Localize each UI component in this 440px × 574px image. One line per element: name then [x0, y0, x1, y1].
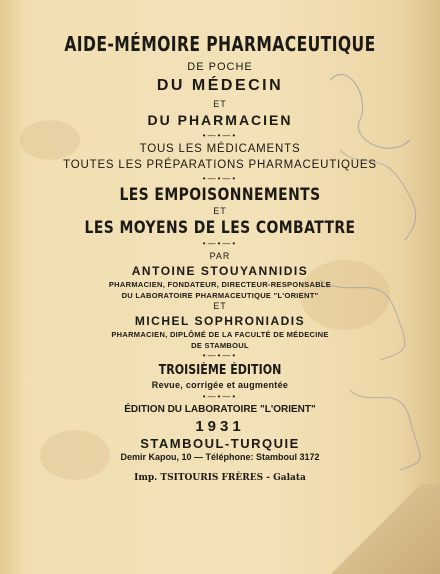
publication-year: 1931	[195, 418, 245, 435]
ornament-divider: •—•—•	[202, 131, 238, 140]
heading-empoisonnements: LES EMPOISONNEMENTS	[119, 185, 321, 205]
publication-city: STAMBOUL-TURQUIE	[140, 436, 300, 451]
conjunction-et: ET	[213, 99, 227, 109]
edition-label: TROISIÈME ÉDITION	[158, 363, 282, 378]
ornament-divider: •—•—•	[202, 174, 238, 183]
scope-line-2: TOUTES LES PRÉPARATIONS PHARMACEUTIQUES	[63, 158, 377, 171]
publisher: ÉDITION DU LABORATOIRE "L'ORIENT"	[124, 404, 316, 415]
author-2-role: DE STAMBOUL	[191, 340, 249, 350]
publisher-address: Demir Kapou, 10 — Téléphone: Stamboul 3172	[120, 452, 320, 462]
author-1-role: DU LABORATOIRE PHARMACEUTIQUE "L'ORIENT"	[121, 290, 319, 300]
ornament-divider: •—•—•	[202, 351, 238, 360]
heading-moyens: LES MOYENS DE LES COMBATTRE	[84, 218, 356, 238]
author-1-name: ANTOINE STOUYANNIDIS	[131, 264, 309, 278]
by-label: PAR	[209, 251, 231, 261]
subtitle-du-medecin: DU MÉDECIN	[156, 77, 284, 94]
author-2-role: PHARMACIEN, DIPLÔMÉ DE LA FACULTÉ DE MÉDECINE	[111, 330, 329, 339]
title-page-text	[0, 34, 440, 483]
author-1-role: PHARMACIEN, FONDATEUR, DIRECTEUR-RESPONSABLE	[108, 280, 332, 289]
edition-note: Revue, corrigée et augmentée	[151, 380, 289, 390]
author-2-name: MICHEL SOPHRONIADIS	[134, 314, 306, 328]
conjunction-et: ET	[213, 206, 227, 216]
printer-imprint: Imp. TSITOURIS FRÈRES - Galata	[134, 473, 306, 483]
book-title: AIDE-MÉMOIRE PHARMACEUTIQUE	[64, 32, 376, 56]
subtitle-du-pharmacien: DU PHARMACIEN	[147, 112, 293, 128]
scope-line-1: TOUS LES MÉDICAMENTS	[139, 143, 301, 155]
ornament-divider: •—•—•	[202, 392, 238, 401]
conjunction-et: ET	[213, 301, 227, 311]
ornament-divider: •—•—•	[202, 239, 238, 248]
subtitle-de-poche: DE POCHE	[187, 61, 253, 73]
